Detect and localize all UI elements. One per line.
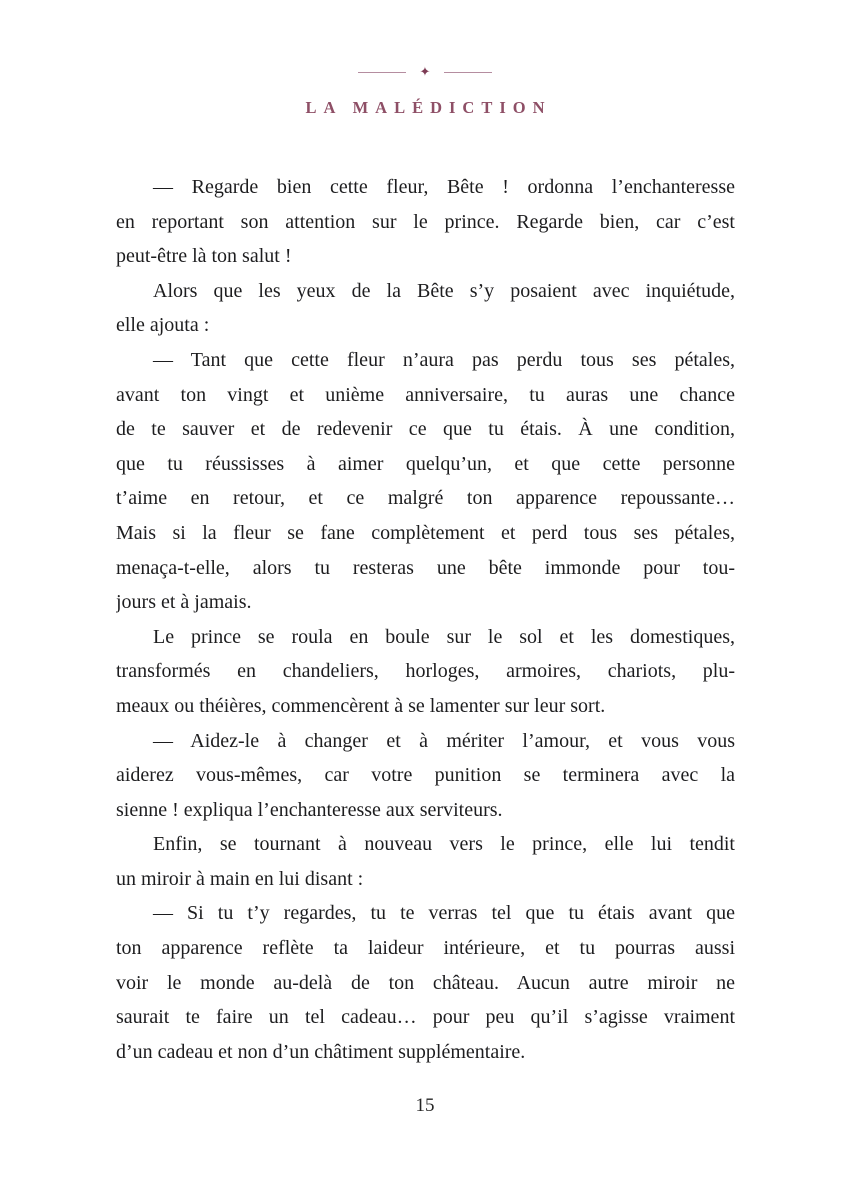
text-line: d’un cadeau et non d’un châtiment supplémentaire.	[116, 1040, 526, 1063]
paragraph	[116, 896, 735, 1069]
text-line: — Aidez-le à changer et à mériter l’amour, et vous vous	[153, 729, 735, 752]
chapter-ornament	[0, 66, 850, 79]
text-line: sienne ! expliqua l’enchanteresse aux serviteurs.	[116, 798, 503, 821]
text-line: voir le monde au-delà de ton château. Aucun autre miroir ne	[116, 971, 735, 994]
text-line: aiderez vous-mêmes, car votre punition se terminera avec la	[116, 764, 735, 787]
paragraph	[116, 274, 735, 343]
chapter-title: LA MALÉDICTION	[305, 98, 552, 117]
paragraph	[116, 343, 735, 620]
text-line: — Regarde bien cette fleur, Bête ! ordonna l’enchanteresse	[153, 176, 735, 198]
ornament-star-icon: ✦	[419, 65, 431, 80]
text-line: Mais si la fleur se fane complètement et perd tous ses pétales,	[116, 521, 735, 544]
ornament-rule-left	[358, 72, 406, 74]
paragraph	[116, 170, 735, 274]
text-line: Alors que les yeux de la Bête s’y posaient avec inquiétude,	[153, 279, 735, 302]
text-line: saurait te faire un tel cadeau… pour peu qu’il s’agisse vraiment	[116, 1006, 735, 1029]
ornament-rule-right	[444, 72, 492, 74]
text-line: peut-être là ton salut !	[116, 245, 292, 268]
text-line: transformés en chandeliers, horloges, armoires, chariots, plu-	[116, 660, 735, 683]
text-line: jours et à jamais.	[116, 591, 252, 614]
paragraph	[116, 827, 735, 896]
text-line: que tu réussisses à aimer quelqu’un, et que cette personne	[116, 452, 735, 475]
text-line: — Si tu t’y regardes, tu te verras tel que tu étais avant que	[153, 902, 735, 925]
text-line: — Tant que cette fleur n’aura pas perdu tous ses pétales,	[153, 348, 735, 371]
body-text	[116, 170, 735, 1069]
text-line: ton apparence reflète ta laideur intérieure, et tu pourras aussi	[116, 937, 735, 960]
text-line: Enfin, se tournant à nouveau vers le prince, elle lui tendit	[153, 833, 735, 856]
text-line: t’aime en retour, et ce malgré ton apparence repoussante…	[116, 487, 735, 510]
text-line: menaça-t-elle, alors tu resteras une bête immonde pour tou-	[116, 556, 735, 579]
text-line: de te sauver et de redevenir ce que tu étais. À une condition,	[116, 418, 735, 441]
text-line: un miroir à main en lui disant :	[116, 867, 364, 890]
page-number: 15	[415, 1095, 435, 1116]
text-line: Le prince se roula en boule sur le sol et les domestiques,	[153, 625, 735, 648]
text-line: avant ton vingt et unième anniversaire, tu auras une chance	[116, 383, 735, 406]
text-line: meaux ou théières, commencèrent à se lamenter sur leur sort.	[116, 694, 606, 717]
text-line: en reportant son attention sur le prince. Regarde bien, car c’est	[116, 210, 735, 233]
text-line: elle ajouta :	[116, 314, 210, 337]
paragraph	[116, 620, 735, 724]
paragraph	[116, 724, 735, 828]
